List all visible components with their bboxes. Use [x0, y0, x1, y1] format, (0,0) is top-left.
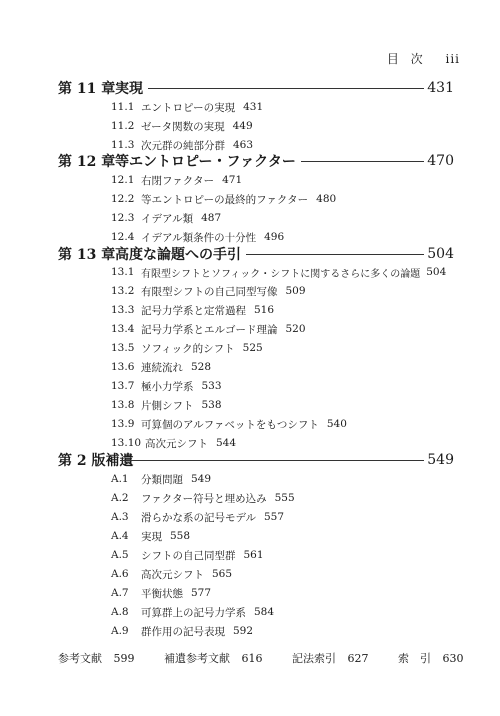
section-page: 480 — [316, 193, 337, 205]
section-number: A.4 — [111, 530, 129, 542]
section-page: 487 — [201, 212, 222, 224]
section-number: 13.9 — [111, 418, 135, 430]
section-title: 滑らかな系の記号モデル — [141, 511, 256, 524]
section-number: 13.6 — [111, 361, 135, 373]
section-entry[interactable] — [111, 118, 253, 134]
section-number: 12.3 — [111, 212, 135, 224]
section-number: A.8 — [111, 606, 129, 618]
section-entry[interactable] — [111, 340, 263, 356]
section-page: 592 — [233, 625, 254, 637]
chapter-number: 第 13 章 — [58, 247, 116, 263]
header-page-number: iii — [445, 52, 460, 66]
section-number: A.3 — [111, 511, 129, 523]
section-page: 538 — [201, 399, 222, 411]
section-entry[interactable] — [111, 604, 274, 620]
back-matter-entry[interactable] — [164, 650, 263, 666]
section-title: 連続流れ — [141, 361, 183, 374]
back-matter-page: 627 — [347, 652, 369, 665]
section-title: 高次元シフト — [145, 437, 208, 450]
section-title: 有限型シフトとソフィック・シフトに関するさらに多くの論題 — [141, 268, 421, 280]
section-entry[interactable] — [111, 435, 236, 451]
section-entry[interactable] — [111, 397, 222, 413]
section-entry[interactable] — [111, 321, 306, 337]
chapter-entry[interactable] — [58, 244, 454, 264]
section-entry[interactable] — [111, 416, 347, 432]
section-title: ファクター符号と埋め込み — [141, 492, 267, 505]
chapter-title: 実現 — [115, 81, 143, 97]
section-number: 12.2 — [111, 193, 135, 205]
section-page: 549 — [191, 473, 212, 485]
section-title: ソフィック的シフト — [141, 342, 235, 355]
section-page: 533 — [201, 380, 222, 392]
section-page: 557 — [263, 511, 285, 523]
section-page: 509 — [285, 285, 306, 297]
section-number: 13.4 — [111, 323, 135, 335]
section-title: 平衡状態 — [141, 587, 183, 600]
section-number: 13.1 — [111, 266, 135, 278]
section-title: ゼータ関数の実現 — [141, 120, 225, 133]
section-title: 次元群の純部分群 — [141, 139, 225, 152]
section-entry[interactable] — [111, 509, 284, 525]
back-matter-entry[interactable] — [292, 650, 369, 666]
section-number: 12.4 — [111, 231, 135, 243]
section-entry[interactable] — [111, 172, 242, 188]
section-title: 実現 — [141, 530, 162, 543]
chapter-entry[interactable] — [58, 450, 454, 470]
section-title: 記号力学系とエルゴード理論 — [141, 323, 278, 336]
section-title: 群作用の記号表現 — [141, 625, 225, 638]
section-entry[interactable] — [111, 210, 221, 226]
back-matter-page: 630 — [442, 652, 464, 665]
section-entry[interactable] — [111, 528, 190, 544]
back-matter-entry[interactable] — [398, 650, 464, 666]
chapter-entry[interactable] — [58, 151, 454, 171]
section-page: 528 — [191, 361, 212, 373]
section-title: 分類問題 — [141, 473, 183, 486]
chapter-title: 高度な論題への手引 — [115, 247, 241, 263]
section-title: シフトの自己同型群 — [141, 549, 236, 562]
section-number: 12.1 — [111, 174, 135, 186]
back-matter-label: 記法索引 — [292, 652, 336, 665]
chapter-page: 470 — [427, 153, 454, 169]
section-title: 可算個のアルファベットをもつシフト — [141, 418, 319, 431]
section-entry[interactable] — [111, 566, 232, 582]
section-page: 558 — [170, 530, 191, 542]
section-page: 504 — [426, 266, 447, 278]
section-entry[interactable] — [111, 547, 264, 563]
section-page: 544 — [216, 437, 237, 449]
section-number: 13.7 — [111, 380, 135, 392]
section-number: 11.2 — [111, 120, 135, 132]
chapter-page: 431 — [427, 80, 454, 96]
chapter-number: 第 12 章 — [58, 154, 116, 170]
section-number: A.2 — [111, 492, 129, 504]
section-entry[interactable] — [111, 378, 222, 394]
section-title: 極小力学系 — [141, 380, 194, 393]
section-title: 可算群上の記号力学系 — [141, 606, 246, 619]
section-page: 496 — [264, 231, 285, 243]
section-page: 520 — [285, 323, 306, 335]
section-page: 471 — [222, 174, 243, 186]
back-matter-entry[interactable] — [58, 650, 135, 666]
section-number: 13.5 — [111, 342, 135, 354]
section-title: 高次元シフト — [141, 568, 204, 581]
leader-rule — [148, 88, 424, 89]
section-title: 記号力学系と定常過程 — [141, 304, 246, 317]
section-entry[interactable] — [111, 490, 295, 506]
section-entry[interactable] — [111, 359, 211, 375]
back-matter-label: 参考文献 — [58, 652, 102, 665]
section-entry[interactable] — [111, 264, 446, 280]
section-number: 13.3 — [111, 304, 135, 316]
section-title: 片側シフト — [141, 399, 194, 412]
chapter-entry[interactable] — [58, 78, 454, 98]
chapter-page: 549 — [427, 452, 454, 468]
section-page: 561 — [243, 549, 264, 561]
section-title: イデアル類 — [141, 212, 194, 225]
section-entry[interactable] — [111, 302, 274, 318]
header-title: 目 次 — [386, 52, 427, 66]
section-page: 463 — [233, 139, 254, 151]
section-title: エントロピーの実現 — [141, 101, 236, 114]
chapter-title: 等エントロピー・ファクター — [115, 154, 296, 170]
running-header — [387, 50, 460, 67]
section-number: A.6 — [111, 568, 129, 580]
section-number: A.5 — [111, 549, 129, 561]
section-entry[interactable] — [111, 283, 306, 299]
leader-rule — [301, 161, 424, 162]
leader-rule — [246, 254, 424, 255]
chapter-number: 第 2 版補遺 — [58, 453, 134, 469]
back-matter-page: 599 — [113, 652, 135, 665]
section-number: A.7 — [111, 587, 129, 599]
section-entry[interactable] — [111, 585, 211, 601]
back-matter — [58, 650, 464, 666]
section-number: 13.8 — [111, 399, 135, 411]
section-entry[interactable] — [111, 623, 253, 639]
section-entry[interactable] — [111, 229, 284, 245]
section-title: イデアル類条件の十分性 — [141, 231, 257, 244]
section-page: 565 — [212, 568, 233, 580]
section-number: A.1 — [111, 473, 129, 485]
section-title: 有限型シフトの自己同型写像 — [141, 285, 278, 298]
section-page: 555 — [274, 492, 295, 504]
section-page: 577 — [191, 587, 212, 599]
section-number: A.9 — [111, 625, 129, 637]
section-entry[interactable] — [111, 471, 211, 487]
section-number: 13.2 — [111, 285, 135, 297]
section-page: 525 — [242, 342, 263, 354]
section-number: 11.3 — [111, 139, 135, 151]
section-page: 540 — [326, 418, 347, 430]
back-matter-label: 索 引 — [398, 652, 431, 665]
section-entry[interactable] — [111, 191, 336, 207]
section-page: 431 — [243, 101, 264, 113]
section-page: 516 — [254, 304, 275, 316]
chapter-number: 第 11 章 — [58, 81, 116, 97]
leader-rule — [120, 460, 424, 461]
section-number: 13.10 — [111, 437, 142, 449]
section-number: 11.1 — [111, 101, 135, 113]
section-page: 584 — [254, 606, 275, 618]
section-title: 等エントロピーの最終的ファクター — [141, 193, 309, 206]
back-matter-page: 616 — [241, 652, 263, 665]
section-entry[interactable] — [111, 99, 263, 115]
section-title: 右閉ファクター — [141, 174, 215, 187]
chapter-page: 504 — [427, 246, 454, 262]
section-page: 449 — [232, 120, 253, 132]
back-matter-label: 補遺参考文献 — [164, 652, 230, 665]
